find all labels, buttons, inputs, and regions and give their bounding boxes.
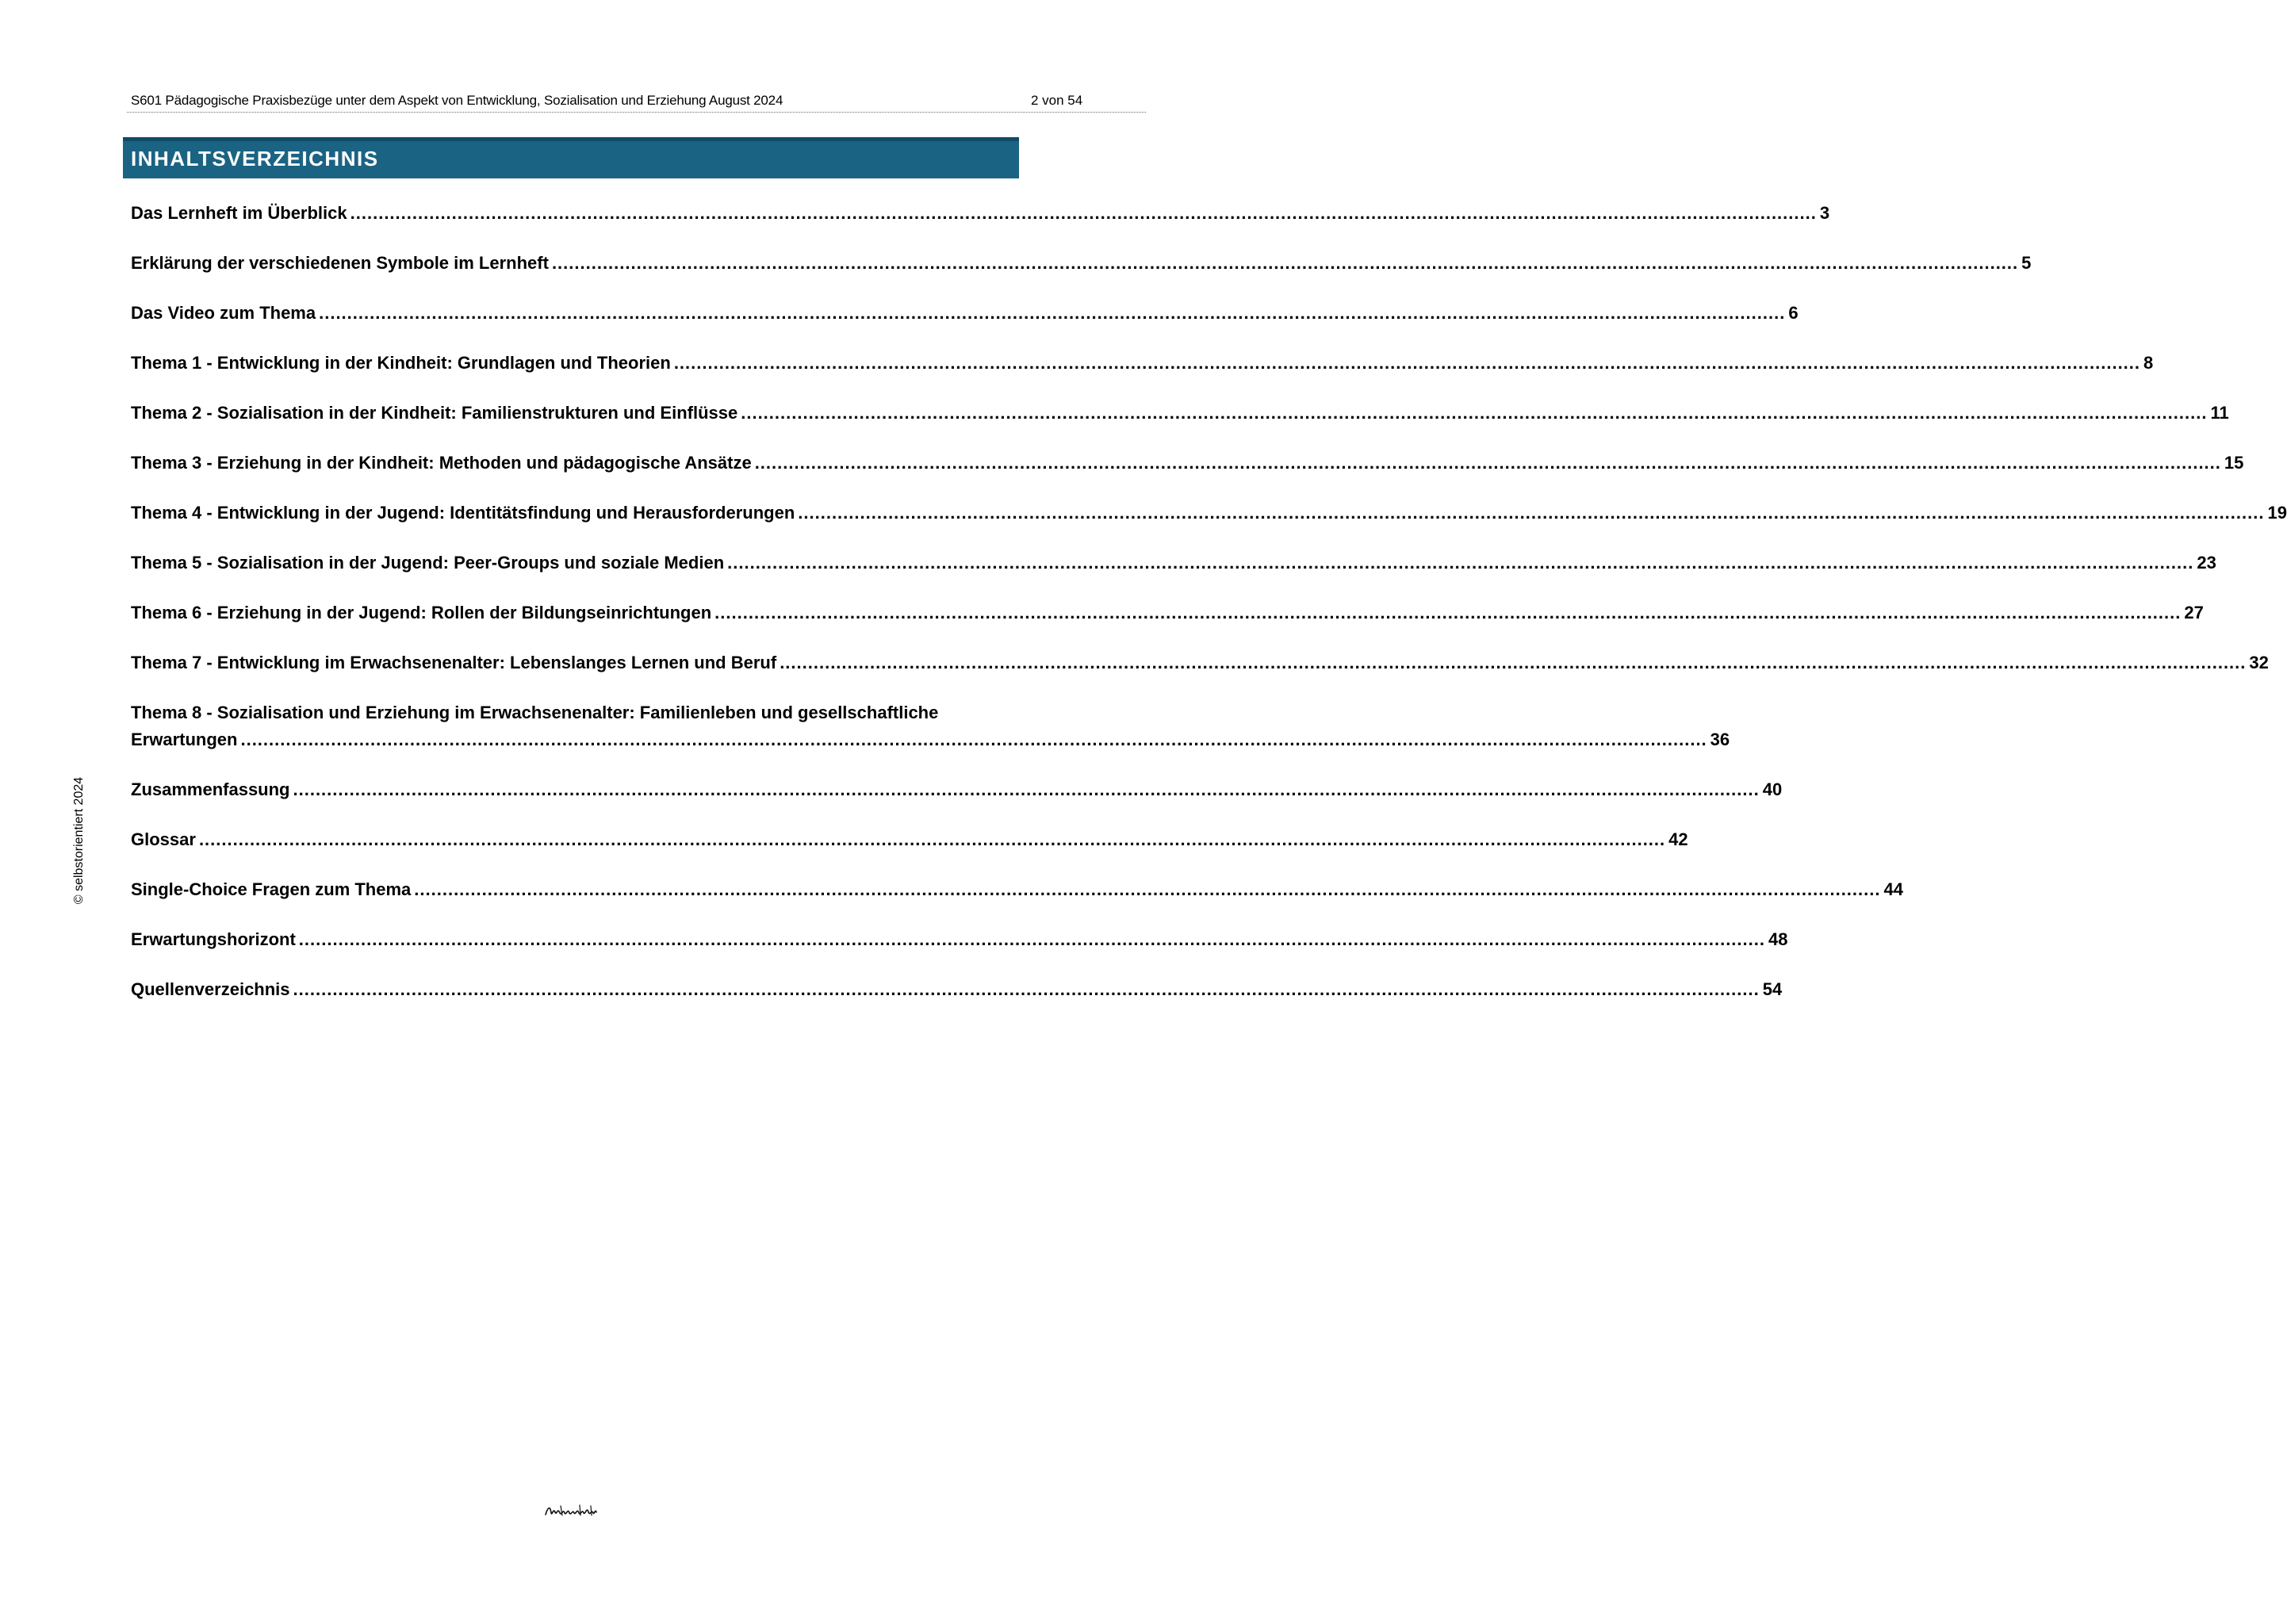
dot-leader: .................................................................................................................................................................................................................................................................... [293, 979, 1760, 999]
toc-entry-page: 23 [2197, 553, 2216, 573]
toc-entry-label: Quellenverzeichnis [131, 979, 290, 999]
toc-entry-label: Erwartungshorizont [131, 929, 296, 949]
toc-entry-label: Das Video zum Thema [131, 303, 316, 323]
toc-entry-label: Erwartungen [131, 730, 238, 749]
dot-leader: .................................................................................................................................................................................................................................................................... [780, 653, 2247, 672]
toc-entry-label: Thema 1 - Entwicklung in der Kindheit: Grundlagen und Theorien [131, 353, 671, 373]
toc-entry-page: 54 [1762, 979, 1783, 999]
toc-entry[interactable] [131, 826, 1688, 853]
toc-entry-label: Thema 6 - Erziehung in der Jugend: Rollen der Bildungseinrichtungen [131, 603, 712, 622]
toc-entry-page: 40 [1762, 779, 1783, 799]
dot-leader: .................................................................................................................................................................................................................................................................... [551, 253, 2019, 273]
toc-entry-label: Glossar [131, 829, 196, 849]
dot-leader: .................................................................................................................................................................................................................................................................... [319, 303, 1786, 323]
toc-entry-page: 3 [1819, 203, 1830, 223]
toc-entry-label: Thema 4 - Entwicklung in der Jugend: Identitätsfindung und Herausforderungen [131, 503, 795, 523]
toc-entry-label: Zusammenfassung [131, 779, 290, 799]
toc-entry-label: Thema 8 - Sozialisation und Erziehung im Erwachsenenalter: Familienleben und gesellschaftliche [131, 703, 939, 722]
toc-entry-page: 15 [2224, 453, 2244, 473]
toc-entry-page: 11 [2210, 403, 2229, 423]
selbstorientiert-logo-icon [543, 1501, 599, 1520]
toc-entry-label: Single-Choice Fragen zum Thema [131, 879, 412, 899]
page-indicator: 2 von 54 [1031, 93, 1083, 108]
dot-leader: .................................................................................................................................................................................................................................................................... [714, 603, 2182, 622]
toc-entry[interactable] [131, 550, 2216, 576]
dot-leader: .................................................................................................................................................................................................................................................................... [240, 730, 1707, 749]
toc-entry[interactable] [131, 350, 2154, 377]
toc-heading-bar [123, 137, 1019, 178]
toc-entry-label: Erklärung der verschiedenen Symbole im Lernheft [131, 253, 549, 273]
toc-entry[interactable] [131, 699, 1730, 753]
dot-leader: .................................................................................................................................................................................................................................................................... [727, 553, 2194, 573]
toc-entry[interactable] [131, 250, 2032, 277]
toc-entry[interactable] [131, 450, 2244, 477]
table-of-contents [131, 200, 2287, 1026]
dot-leader: .................................................................................................................................................................................................................................................................... [293, 779, 1760, 799]
side-copyright: © selbstorientiert 2024 [72, 776, 86, 905]
running-header [127, 90, 1146, 113]
dot-leader: .................................................................................................................................................................................................................................................................... [754, 453, 2221, 473]
toc-entry[interactable] [131, 649, 2269, 676]
toc-entry-page: 42 [1668, 829, 1688, 849]
toc-entry-continuation [131, 726, 1730, 753]
toc-entry[interactable] [131, 776, 1783, 803]
toc-entry-page: 27 [2184, 603, 2204, 622]
toc-entry-page: 32 [2249, 653, 2269, 672]
dot-leader: .................................................................................................................................................................................................................................................................... [298, 929, 1765, 949]
toc-entry[interactable] [131, 926, 1788, 953]
toc-entry-label: Thema 3 - Erziehung in der Kindheit: Methoden und pädagogische Ansätze [131, 453, 752, 473]
dot-leader: .................................................................................................................................................................................................................................................................... [350, 203, 1817, 223]
toc-entry-page: 48 [1768, 929, 1788, 949]
dot-leader: .................................................................................................................................................................................................................................................................... [198, 829, 1666, 849]
toc-entry[interactable] [131, 976, 1783, 1003]
dot-leader: .................................................................................................................................................................................................................................................................... [741, 403, 2208, 423]
toc-entry[interactable] [131, 500, 2287, 527]
toc-entry[interactable] [131, 599, 2204, 626]
toc-entry[interactable] [131, 300, 1799, 327]
toc-entry-page: 19 [2267, 503, 2287, 523]
dot-leader: .................................................................................................................................................................................................................................................................... [798, 503, 2265, 523]
toc-entry-page: 44 [1883, 879, 1903, 899]
toc-entry[interactable] [131, 400, 2229, 427]
toc-entry-label: Thema 2 - Sozialisation in der Kindheit: Familienstrukturen und Einflüsse [131, 403, 738, 423]
toc-heading: INHALTSVERZEICHNIS [131, 147, 379, 170]
toc-entry-label: Thema 7 - Entwicklung im Erwachsenenalter: Lebenslanges Lernen und Beruf [131, 653, 777, 672]
toc-entry[interactable] [131, 200, 1830, 227]
course-title: S601 Pädagogische Praxisbezüge unter dem Aspekt von Entwicklung, Sozialisation und Erziehung August 2024 [131, 93, 783, 108]
toc-entry-page: 36 [1710, 730, 1730, 749]
toc-entry-label: Das Lernheft im Überblick [131, 203, 347, 223]
toc-entry-page: 8 [2143, 353, 2154, 373]
toc-entry-page: 6 [1788, 303, 1799, 323]
toc-entry-page: 5 [2021, 253, 2032, 273]
toc-entry[interactable] [131, 876, 1903, 903]
dot-leader: .................................................................................................................................................................................................................................................................... [414, 879, 1881, 899]
toc-entry-label: Thema 5 - Sozialisation in der Jugend: Peer-Groups und soziale Medien [131, 553, 725, 573]
dot-leader: .................................................................................................................................................................................................................................................................... [673, 353, 2141, 373]
